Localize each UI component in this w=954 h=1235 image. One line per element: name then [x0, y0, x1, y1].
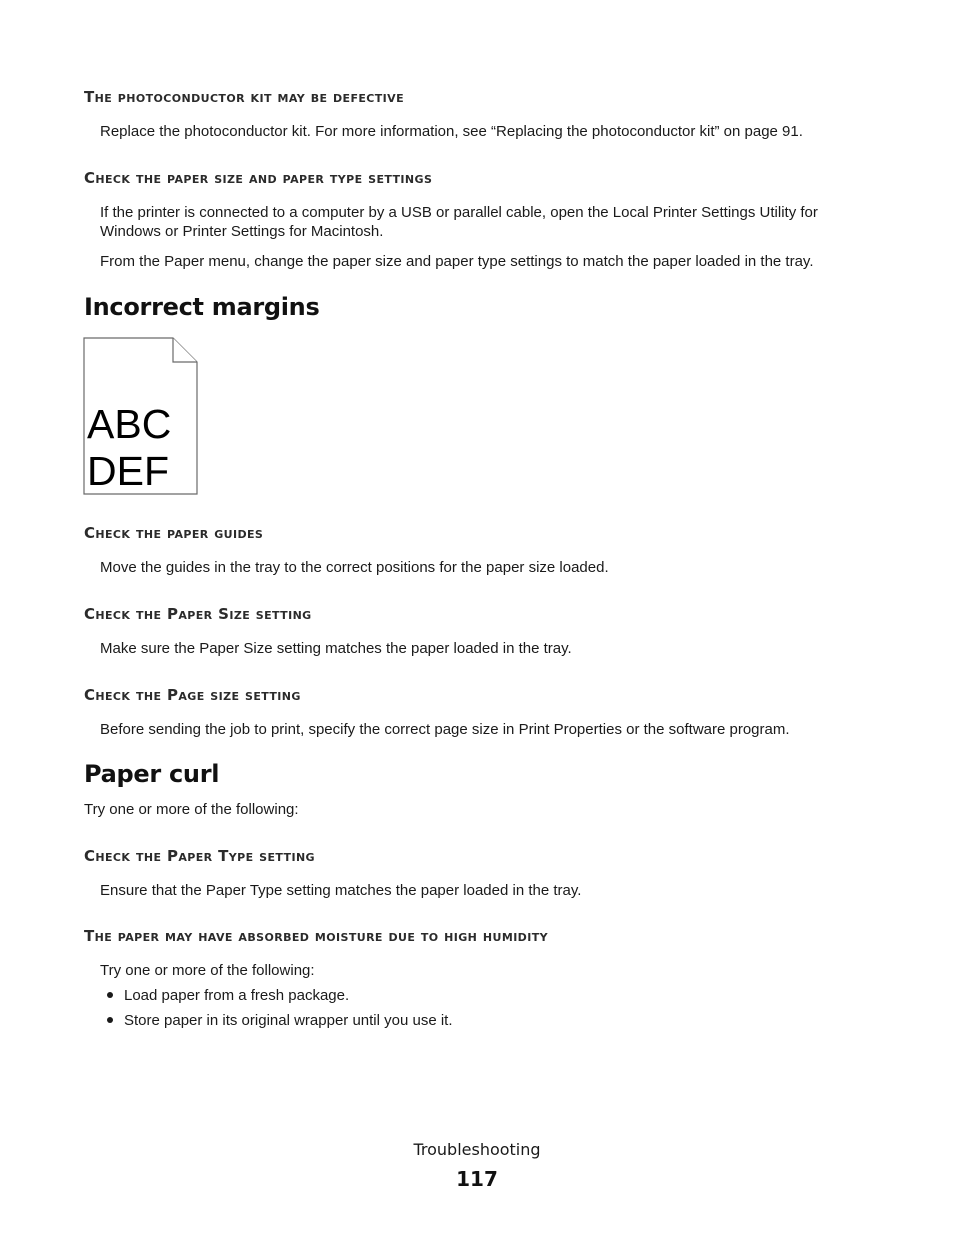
page-number: 117	[456, 1167, 498, 1191]
paragraph-paper-menu: From the Paper menu, change the paper size and paper type settings to match the paper loaded in the tray.	[100, 253, 814, 270]
list-item-text: Load paper from a fresh package.	[124, 987, 350, 1004]
paragraph-printer-connected: If the printer is connected to a computer by a USB or parallel cable, open the Local Printer Settings Utility for Windows or Printer Settings for Macintosh.	[100, 204, 818, 240]
list-item	[100, 986, 453, 1011]
bullet-icon	[107, 1017, 113, 1023]
figure-text-def: DEF	[87, 448, 169, 494]
paragraph-paper-size-matches: Make sure the Paper Size setting matches the paper loaded in the tray.	[100, 640, 572, 657]
heading-photoconductor-defective: The photoconductor kit may be defective	[84, 88, 404, 106]
list-item-text: Store paper in its original wrapper until you use it.	[124, 1012, 453, 1029]
paragraph-paper-type-matches: Ensure that the Paper Type setting matches the paper loaded in the tray.	[100, 882, 582, 899]
footer-section-name: Troubleshooting	[413, 1140, 541, 1159]
section-title-paper-curl: Paper curl	[84, 760, 220, 788]
heading-check-paper-size-setting: Check the Paper Size setting	[84, 605, 312, 623]
list-item	[100, 1011, 453, 1036]
paragraph-specify-page-size: Before sending the job to print, specify the correct page size in Print Properties or the software program.	[100, 721, 790, 738]
paragraph-replace-photoconductor: Replace the photoconductor kit. For more information, see “Replacing the photoconductor kit” on page 91.	[100, 123, 803, 140]
heading-check-paper-guides: Check the paper guides	[84, 524, 264, 542]
heading-paper-moisture: The paper may have absorbed moisture due to high humidity	[84, 927, 548, 945]
paragraph-paper-curl-intro: Try one or more of the following:	[84, 801, 299, 818]
paragraph-moisture-intro: Try one or more of the following:	[100, 962, 315, 979]
heading-check-paper-type-setting: Check the Paper Type setting	[84, 847, 315, 865]
moisture-bullet-list	[100, 986, 453, 1036]
heading-check-paper-size-type: Check the paper size and paper type settings	[84, 169, 433, 187]
incorrect-margins-illustration	[83, 337, 198, 495]
bullet-icon	[107, 992, 113, 998]
section-title-incorrect-margins: Incorrect margins	[84, 293, 320, 321]
heading-check-page-size-setting: Check the Page size setting	[84, 686, 301, 704]
paragraph-move-guides: Move the guides in the tray to the correct positions for the paper size loaded.	[100, 559, 609, 576]
figure-text-abc: ABC	[87, 401, 172, 447]
